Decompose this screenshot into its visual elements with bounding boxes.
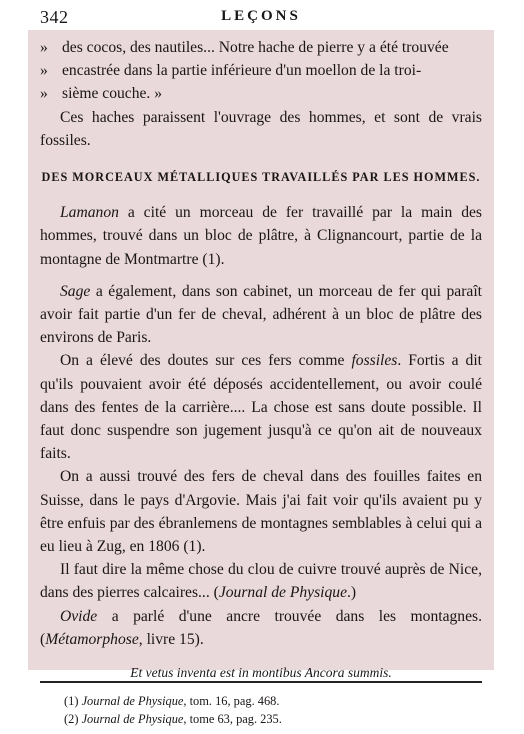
page-number: 342 (40, 7, 69, 27)
quote-mark: » (40, 85, 48, 103)
footnote-number: (1) (64, 694, 79, 708)
author-name: Sage (60, 282, 91, 300)
section-heading: DES MORCEAUX MÉTALLIQUES TRAVAILLÉS PAR LES HOMMES. (41, 170, 481, 185)
paragraph-nice: Il faut dire la même chose du clou de cuivre trouvé auprès de Nice, dans des pierres calcaires... (Journal de Physique.) (40, 561, 482, 602)
quote-mark: » (40, 62, 48, 80)
author-name: Lamanon (60, 204, 119, 222)
quote-line (40, 82, 482, 105)
paragraph-fortis: On a élevé des doutes sur ces fers comme fossiles. Fortis a dit qu'ils pouvaient avoir été déposés accidentellement, ou avoir coulé dans des fentes de la carrière.... La chose est sans doute possible. Il faut donc suspendre son jugement jusqu'à ce qu'on ait de nouveaux faits. (40, 352, 482, 463)
quote-line-text: encastrée dans la partie inférieure d'un moellon de la troi- (62, 62, 422, 80)
page-header (28, 4, 494, 30)
paragraph-lamanon: Lamanon a cité un morceau de fer travaillé par la main des hommes, trouvé dans un bloc de plâtre, à Clignancourt, partie de la montagne de Montmartre (1). (40, 204, 482, 268)
footnote-source: Journal de Physique (81, 694, 184, 708)
footnote: (1) Journal de Physique, tom. 16, pag. 468. (64, 694, 280, 708)
body-text (40, 36, 482, 684)
footnote-number: (2) (64, 712, 79, 726)
footnote: (2) Journal de Physique, tome 63, pag. 235. (64, 712, 282, 726)
footnotes (64, 692, 484, 728)
quote-line-text: sième couche. » (62, 85, 163, 103)
author-name: Ovide (60, 607, 98, 625)
footnote-rule (40, 681, 482, 683)
quote-line-text: des cocos, des nautiles... Notre hache de pierre y a été trouvée (62, 39, 449, 56)
paragraph-sage: Sage a également, dans son cabinet, un morceau de fer qui paraît avoir fait partie d'un fer de cheval, adhérent à un bloc de plâtre des environs de Paris. (40, 282, 482, 347)
quote-mark: » (40, 39, 48, 56)
paragraph-haches: Ces haches paraissent l'ouvrage des hommes, et sont de vrais fossiles. (40, 108, 482, 149)
quote-line (40, 59, 482, 82)
paragraph-suisse: On a aussi trouvé des fers de cheval dans des fouilles faites en Suisse, dans le pays d'Argovie. Mais j'ai fait voir qu'ils avaient pu y être enfuis par des ébranlemens de montagnes semblables à celui qui a eu lieu à Zug, en 1806 (1). (40, 468, 482, 556)
footnote-source: Journal de Physique (81, 712, 184, 726)
running-title: LEÇONS (221, 8, 301, 24)
paragraph-ovide: Ovide a parlé d'une ancre trouvée dans les montagnes. (Métamorphose, livre 15). (40, 607, 482, 648)
quote-line (40, 36, 482, 59)
latin-epigraph: Et vetus inventa est in montibus Ancora summis. (130, 665, 392, 681)
